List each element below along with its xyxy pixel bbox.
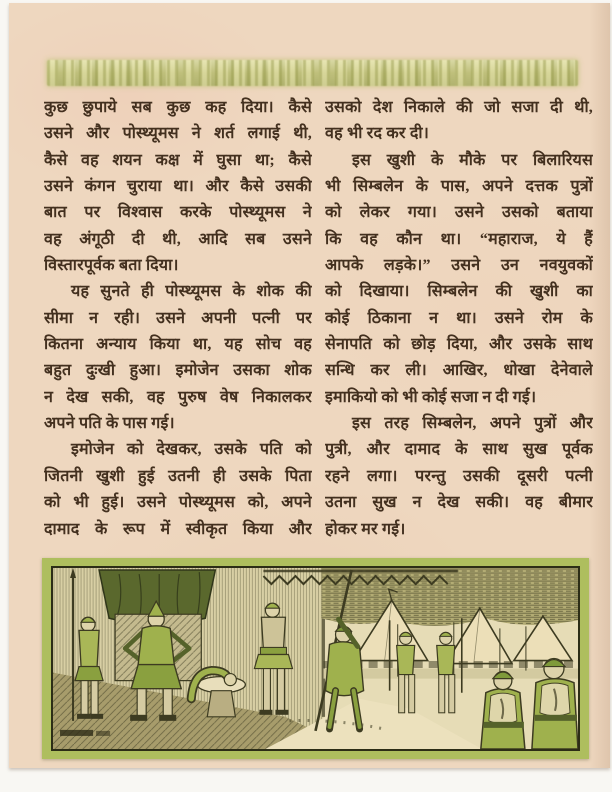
illustration: [53, 568, 578, 749]
text-line: इस तरह सिम्बलेन, अपने पुत्रों और: [352, 415, 593, 433]
text-line: रहने लगा। परन्तु उसकी दूसरी पत्नी: [325, 467, 593, 485]
text-line: कि वह कौन था। “महाराज, ये हैं: [325, 230, 593, 248]
illustration-border: [51, 566, 580, 751]
text-line: यह सुनते ही पोस्थ्यूमस के शोक की: [71, 283, 312, 301]
text-line: वह भी रद कर दी।: [325, 125, 429, 143]
text-line: सन्धि कर ली। आखिर, धोखा देनेवाले: [325, 362, 593, 380]
text-line: उसने और पोस्थ्यूमस ने शर्त लगाई थी,: [44, 125, 312, 143]
text-line: कुछ छुपाये सब कुछ कह दिया। कैसे: [44, 99, 312, 116]
text-line: होकर मर गई।: [325, 520, 406, 538]
text-line: सीमा न रही। उसने अपनी पत्नी पर: [44, 309, 312, 327]
text-line: बात पर विश्वास करके पोस्थ्यूमस ने: [44, 204, 312, 222]
text-line: न देख सकी, वह पुरुष वेष निकालकर: [44, 388, 312, 406]
text-line: विस्तारपूर्वक बता दिया।: [44, 257, 179, 275]
text-line: इमाकियो को भी कोई सजा न दी गई।: [325, 388, 537, 406]
text-line: इस खुशी के मौके पर बिलारियस: [352, 151, 593, 169]
text-line: को भी हुई। उसने पोस्थ्यूमस को, अपने: [44, 494, 312, 512]
illustration-frame: [42, 558, 589, 759]
text-line: वह अंगूठी दी थी, आदि सब उसने: [44, 230, 312, 248]
text-line: को लेकर गया। उसने उसको बताया: [325, 204, 593, 222]
text-line: कैसे वह शयन कक्ष में घुसा था; कैसे: [44, 151, 312, 169]
decorative-border: [47, 60, 578, 86]
text-line: दामाद के रूप में स्वीकृत किया और: [44, 520, 312, 538]
text-line: इमोजेन को देखकर, उसके पति को: [71, 441, 312, 459]
text-line: पुत्री, और दामाद के साथ सुख पूर्वक: [325, 441, 593, 459]
text-column-left: [44, 95, 312, 543]
text-line: आपके लड़के।” उसने उन नवयुवकों: [325, 257, 593, 275]
text-line: अपने पति के पास गई।: [44, 415, 175, 433]
text-line: कोई ठिकाना न था। उसने रोम के: [325, 309, 593, 327]
text-line: बहुत दुःखी हुआ। इमोजेन उसका शोक: [44, 362, 312, 380]
text-line: सेनापति को छोड़ दिया, और उसके साथ: [325, 336, 593, 354]
text-line: को दिखाया। सिम्बलेन की खुशी का: [325, 283, 593, 301]
story-text: [44, 95, 594, 543]
text-column-right: [325, 95, 593, 543]
text-line: उसने कंगन चुराया था। और कैसे उसकी: [44, 178, 312, 196]
text-line: कितना अन्याय किया था, यह सोच वह: [44, 336, 312, 354]
text-line: उतना सुख न देख सकी। वह बीमार: [325, 494, 593, 512]
text-line: भी सिम्बलेन के पास, अपने दत्तक पुत्रों: [325, 178, 593, 196]
text-line: जितनी खुशी हुई उतनी ही उसके पिता: [44, 467, 312, 485]
text-line: उसको देश निकाले की जो सजा दी थी,: [325, 99, 593, 116]
book-page: [9, 3, 610, 768]
